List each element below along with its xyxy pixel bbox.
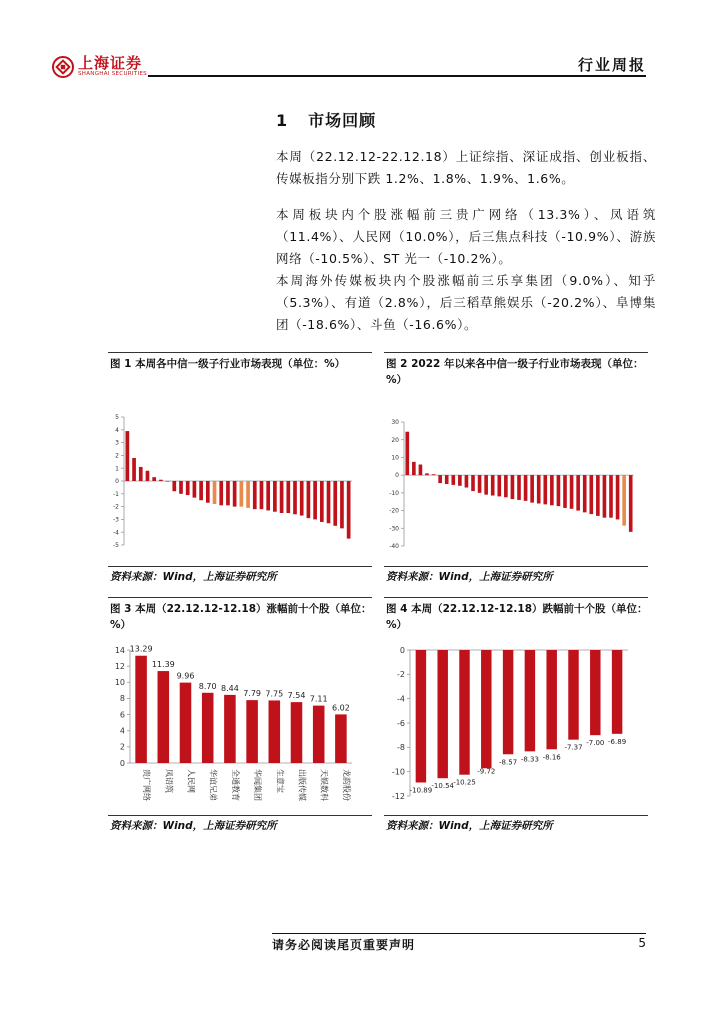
bar	[438, 475, 442, 483]
y-tick-label: -10	[391, 767, 405, 777]
category-label: 凤语筑	[164, 769, 174, 793]
data-label: -8.57	[499, 758, 518, 767]
y-tick-label: -2	[397, 670, 405, 680]
bar	[576, 475, 580, 510]
y-tick-label: 4	[115, 426, 119, 434]
y-tick-label: 0	[115, 478, 119, 486]
bar	[132, 458, 136, 481]
bar	[459, 650, 469, 775]
y-tick-label: 8	[119, 694, 125, 704]
fig4-source: 资料来源：Wind，上海证券研究所	[386, 820, 553, 832]
data-label: -7.00	[586, 739, 605, 748]
bar	[158, 671, 170, 763]
data-label: -9.72	[477, 767, 496, 776]
category-label: 人民网	[186, 769, 196, 793]
bar	[347, 481, 351, 539]
fig1-source: 资料来源：Wind，上海证券研究所	[110, 571, 277, 583]
bar	[333, 481, 337, 526]
bar	[139, 467, 143, 481]
bar	[437, 650, 447, 778]
bar	[478, 475, 482, 493]
y-tick-label: 30	[391, 419, 399, 427]
category-label: 龙韵股份	[341, 769, 351, 801]
y-tick-label: 0	[395, 472, 399, 480]
bar	[503, 650, 513, 754]
fig3-chart	[108, 636, 358, 814]
bar	[589, 475, 593, 514]
bar	[224, 695, 236, 763]
bar	[313, 481, 317, 519]
category-label: 华闻集团	[253, 769, 263, 801]
bar	[491, 475, 495, 495]
y-tick-label: 2	[119, 742, 125, 752]
bar	[126, 431, 130, 481]
bar	[226, 481, 230, 505]
data-label: -10.25	[453, 778, 476, 787]
y-tick-label: -12	[391, 791, 405, 801]
bar	[246, 481, 250, 508]
bar	[425, 473, 429, 475]
fig4-bottom-rule	[384, 815, 648, 816]
brand-logo	[52, 56, 147, 78]
bar	[213, 481, 217, 504]
bar	[537, 475, 541, 503]
bar	[166, 481, 170, 482]
bar	[193, 481, 197, 498]
fig1-top-rule	[108, 352, 372, 353]
fig1-chart	[108, 408, 358, 558]
bar	[481, 650, 491, 768]
fig3-title: 图 3 本周（22.12.12-12.18）涨幅前十个股（单位：%）	[110, 603, 372, 631]
y-tick-label: 5	[115, 414, 119, 422]
paragraph-overseas-stocks: 本周海外传媒板块内个股涨幅前三乐享集团（9.0%）、知乎（5.3%）、有道（2.8%），后三稻草熊娱乐（-20.2%）、阜博集团（-18.6%）、斗鱼（-16.6%）。	[276, 273, 656, 332]
document-type: 行业周报	[577, 56, 646, 74]
y-tick-label: 10	[391, 454, 399, 462]
data-label: -8.16	[542, 753, 561, 762]
category-label: 生意宝	[275, 769, 285, 793]
y-tick-label: 12	[114, 661, 125, 671]
y-tick-label: -30	[389, 525, 399, 533]
fig4-chart	[384, 636, 646, 814]
data-label: 7.79	[243, 689, 262, 699]
y-tick-label: -10	[389, 489, 399, 497]
category-label: 贵广网络	[142, 769, 152, 801]
bar	[135, 656, 147, 763]
data-label: -8.33	[520, 755, 539, 764]
y-tick-label: 2	[115, 452, 119, 460]
bar	[199, 481, 203, 500]
bar	[471, 475, 475, 491]
bar	[416, 650, 426, 782]
bar	[152, 477, 156, 481]
bar	[511, 475, 515, 499]
data-label: -10.89	[409, 786, 433, 795]
y-tick-label: -6	[397, 718, 405, 728]
bar	[206, 481, 210, 503]
bar	[465, 475, 469, 487]
y-tick-label: -8	[397, 743, 405, 753]
bar	[432, 474, 436, 475]
brand-name-cn: 上海证券	[78, 54, 143, 73]
bar	[609, 475, 613, 518]
bar	[504, 475, 508, 497]
y-tick-label: 0	[119, 758, 125, 768]
bar	[179, 481, 183, 494]
bar	[583, 475, 587, 512]
y-tick-label: 4	[119, 726, 125, 736]
bar	[219, 481, 223, 505]
fig2-bottom-rule	[384, 566, 648, 567]
bar	[313, 706, 325, 763]
data-label: 8.44	[220, 683, 239, 693]
bar	[202, 693, 214, 763]
bar	[517, 475, 521, 500]
bar	[612, 650, 622, 734]
bar	[563, 475, 567, 508]
bar	[327, 481, 331, 523]
brand-emblem-icon	[52, 56, 74, 78]
bar	[550, 475, 554, 505]
y-tick-label: 1	[115, 465, 119, 473]
bar	[307, 481, 311, 518]
data-label: 7.54	[287, 691, 306, 701]
bar	[616, 475, 620, 519]
y-tick-label: -4	[397, 694, 405, 704]
bar	[451, 475, 455, 485]
y-tick-label: 6	[119, 710, 125, 720]
bar	[412, 462, 416, 475]
header-divider	[148, 75, 646, 77]
y-tick-label: -20	[389, 507, 399, 515]
bar	[530, 475, 534, 502]
bar	[419, 465, 423, 476]
bar	[543, 475, 547, 504]
bar	[180, 683, 192, 763]
bar	[525, 650, 535, 751]
data-label: 7.75	[265, 689, 284, 699]
category-label: 出版传媒	[297, 769, 307, 801]
data-label: -10.54	[431, 782, 454, 791]
bar	[497, 475, 501, 496]
bar	[186, 481, 190, 495]
category-label: 全通教育	[230, 769, 240, 801]
section-number: 1	[276, 111, 289, 130]
bar	[286, 481, 290, 513]
bar	[273, 481, 277, 512]
data-label: 13.29	[129, 644, 153, 654]
y-tick-label: -1	[113, 490, 119, 498]
page-number: 5	[638, 936, 646, 950]
bar	[546, 650, 556, 749]
bar	[568, 650, 578, 740]
fig4-top-rule	[384, 597, 648, 598]
bar	[484, 475, 488, 494]
bar	[590, 650, 600, 735]
category-label: 天娱数科	[319, 769, 329, 801]
bar	[570, 475, 574, 509]
y-tick-label: -2	[113, 503, 119, 511]
bar	[233, 481, 237, 507]
data-label: 9.96	[176, 671, 195, 681]
bar	[335, 714, 347, 763]
bar	[159, 480, 163, 481]
bar	[291, 702, 303, 763]
fig4-title: 图 4 本周（22.12.12-12.18）跌幅前十个股（单位：%）	[386, 603, 648, 631]
bar	[269, 700, 281, 763]
bar	[340, 481, 344, 528]
bar	[280, 481, 284, 513]
bar	[629, 475, 633, 532]
data-label: -7.37	[564, 743, 583, 752]
y-tick-label: -4	[113, 529, 119, 537]
bar	[146, 471, 150, 481]
bar	[445, 475, 449, 484]
data-label: -6.89	[608, 737, 627, 746]
fig2-chart	[384, 408, 646, 558]
section-title	[276, 108, 376, 131]
bar	[246, 700, 258, 763]
fig2-top-rule	[384, 352, 648, 353]
bar	[320, 481, 324, 522]
y-tick-label: -40	[389, 543, 399, 551]
footer-disclaimer: 请务必阅读尾页重要声明	[272, 938, 416, 952]
paragraph-domestic-stocks: 本周板块内个股涨幅前三贵广网络（13.3%）、凤语筑（11.4%）、人民网（10.0%），后三焦点科技（-10.9%）、游族网络（-10.5%）、ST 光一（-10.2%）。	[276, 207, 656, 266]
section-heading: 市场回顾	[308, 111, 377, 130]
footer-divider	[272, 933, 646, 934]
y-tick-label: 20	[391, 436, 399, 444]
bar	[253, 481, 257, 509]
bar	[458, 475, 462, 486]
bar	[524, 475, 528, 501]
y-tick-label: 14	[114, 645, 125, 655]
fig2-title: 图 2 2022 年以来各中信一级子行业市场表现（单位：%）	[386, 358, 644, 386]
data-label: 11.39	[151, 660, 175, 670]
fig3-source: 资料来源：Wind，上海证券研究所	[110, 820, 277, 832]
data-label: 8.70	[198, 681, 217, 691]
bar	[596, 475, 600, 516]
y-tick-label: 3	[115, 439, 119, 447]
fig2-source: 资料来源：Wind，上海证券研究所	[386, 571, 553, 583]
bar	[266, 481, 270, 510]
paragraph-index-summary: 本周（22.12.12-22.12.18）上证综指、深证成指、创业板指、传媒板指分别下跌 1.2%、1.8%、1.9%、1.6%。	[276, 149, 656, 186]
bar	[603, 475, 607, 518]
y-tick-label: 10	[114, 678, 125, 688]
bar	[260, 481, 264, 509]
fig1-bottom-rule	[108, 566, 372, 567]
bar	[405, 432, 409, 475]
data-label: 7.11	[309, 694, 328, 704]
fig3-top-rule	[108, 597, 372, 598]
brand-name-en: SHANGHAI SECURITIES	[78, 71, 147, 78]
bar	[172, 481, 176, 491]
y-tick-label: -3	[113, 516, 119, 524]
bar	[300, 481, 304, 516]
category-label: 华谊兄弟	[208, 769, 218, 801]
bar	[240, 481, 244, 507]
data-label: 6.02	[331, 703, 350, 713]
fig3-bottom-rule	[108, 815, 372, 816]
fig1-title: 图 1 本周各中信一级子行业市场表现（单位：%）	[110, 358, 346, 370]
bar	[622, 475, 626, 525]
bar	[557, 475, 561, 506]
y-tick-label: 0	[399, 645, 405, 655]
y-tick-label: -5	[113, 542, 119, 550]
bar	[293, 481, 297, 514]
